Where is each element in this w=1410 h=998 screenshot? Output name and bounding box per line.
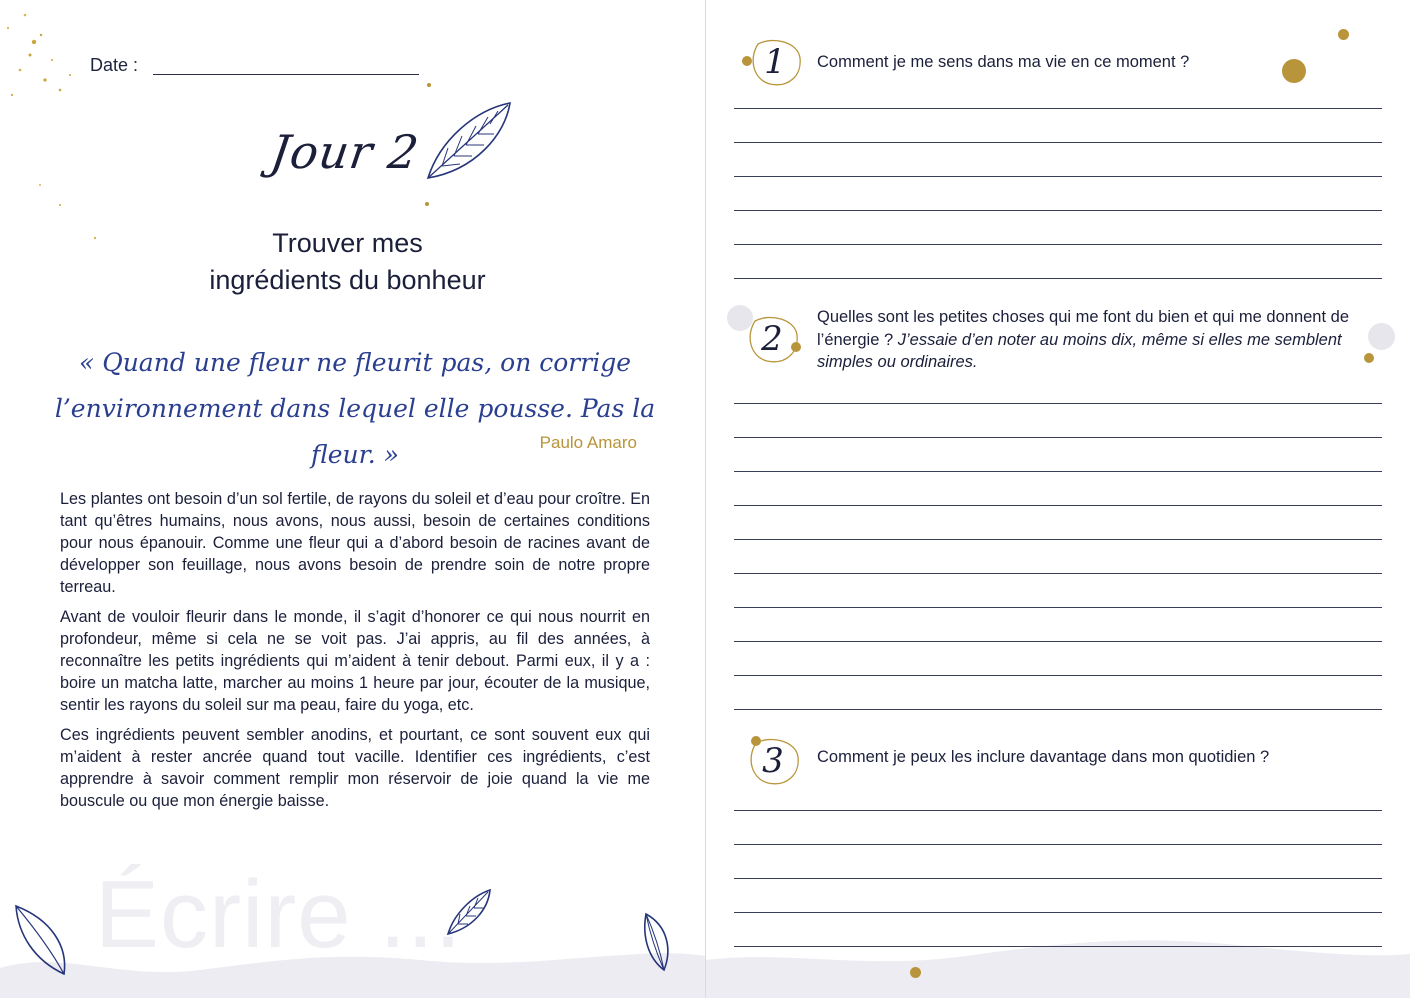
title-line-2: ingrédients du bonheur xyxy=(209,265,486,295)
writing-line[interactable] xyxy=(734,878,1382,879)
gold-dot xyxy=(791,342,801,352)
paragraph: Avant de vouloir fleurir dans le monde, il s’agit d’honorer ce qui nous nourrit en profondeur, même si cela ne se voit pas. J’ai appris, au fil des années, à reconnaître les petits ingrédients qui m’aident à tenir debout. Parmi eux, il y a : boire un matcha latte, marcher au moins 1 heure par jour, écouter de la musique, sentir les rayons du soleil sur ma peau, faire du yoga, etc. xyxy=(60,608,650,714)
leaf-icon xyxy=(640,910,674,972)
writing-line[interactable] xyxy=(734,844,1382,845)
writing-line[interactable] xyxy=(734,573,1382,574)
question-number: 2 xyxy=(761,319,783,359)
paragraph: Les plantes ont besoin d’un sol fertile, de rayons du soleil et d’eau pour croître. En tant qu’êtres humains, nous avons, nous aussi, besoin de certaines conditions pour nous épanouir. Comme une fleur qui a d’abord besoin de racines avant de développer son feuillage, nous avons besoin de prendre soin de notre propre terreau. xyxy=(60,490,650,596)
question-prompt: Comment je me sens dans ma vie en ce moment ? xyxy=(817,53,1190,71)
writing-line[interactable] xyxy=(734,607,1382,608)
quote-author: Paulo Amaro xyxy=(539,433,637,452)
writing-line[interactable] xyxy=(734,108,1382,109)
leaf-icon xyxy=(12,902,70,976)
writing-line[interactable] xyxy=(734,709,1382,710)
date-label: Date : xyxy=(90,55,139,75)
leaf-icon xyxy=(444,886,494,938)
writing-line[interactable] xyxy=(734,471,1382,472)
writing-line[interactable] xyxy=(734,810,1382,811)
writing-line[interactable] xyxy=(734,641,1382,642)
watermark-text: Écrire ... xyxy=(95,861,463,968)
writing-line[interactable] xyxy=(734,946,1382,947)
date-field-line[interactable] xyxy=(153,74,419,75)
writing-line[interactable] xyxy=(734,176,1382,177)
paragraph: Ces ingrédients peuvent sembler anodins, et pourtant, ce sont souvent eux qui m’aident à rester ancrée quand tout vacille. Identifier ces ingrédients, c’est apprendre à savoir comment remplir mon réservoir de joie quand la vie me bouscule ou que mon énergie baisse. xyxy=(60,726,650,810)
wave-decoration xyxy=(706,930,1410,998)
gold-speckle-decoration xyxy=(0,0,120,250)
day-title: Jour 2 xyxy=(267,125,423,179)
body-text xyxy=(60,488,650,820)
writing-line[interactable] xyxy=(734,403,1382,404)
writing-line[interactable] xyxy=(734,278,1382,279)
writing-line[interactable] xyxy=(734,437,1382,438)
grey-dot xyxy=(1368,323,1395,350)
writing-line[interactable] xyxy=(734,675,1382,676)
right-page xyxy=(706,0,1410,998)
quote xyxy=(40,340,670,478)
question-number: 3 xyxy=(762,741,784,781)
question-prompt: Comment je peux les inclure davantage dans mon quotidien ? xyxy=(817,748,1270,766)
gold-dot xyxy=(1338,29,1349,40)
page-title xyxy=(120,225,575,299)
gold-dot xyxy=(910,967,921,978)
question-number: 1 xyxy=(764,42,786,82)
question-number-badge xyxy=(745,313,799,365)
writing-line[interactable] xyxy=(734,244,1382,245)
gold-dot xyxy=(742,56,752,66)
gold-dot xyxy=(427,83,431,87)
gold-dot xyxy=(751,736,761,746)
writing-line[interactable] xyxy=(734,912,1382,913)
gold-dot xyxy=(1364,353,1374,363)
writing-line[interactable] xyxy=(734,210,1382,211)
question-prompt: Quelles sont les petites choses qui me font du bien et qui me donnent de l’énergie ? xyxy=(817,308,1350,349)
quote-line-2: l’environnement dans lequel elle pousse. Pas la fleur. » xyxy=(54,394,656,469)
title-line-1: Trouver mes xyxy=(272,228,423,258)
writing-line[interactable] xyxy=(734,505,1382,506)
question-hint: J’essaie d’en noter au moins dix, même si elles me semblent simples ou ordinaires. xyxy=(817,330,1342,371)
writing-line[interactable] xyxy=(734,142,1382,143)
question-number-badge xyxy=(748,36,802,88)
question-text xyxy=(817,306,1362,374)
leaf-icon xyxy=(420,100,515,182)
question-text xyxy=(817,51,1362,74)
writing-line[interactable] xyxy=(734,539,1382,540)
question-text xyxy=(817,746,1362,769)
quote-line-1: « Quand une fleur ne fleurit pas, on corrige xyxy=(78,348,632,377)
gold-dot xyxy=(425,202,429,206)
